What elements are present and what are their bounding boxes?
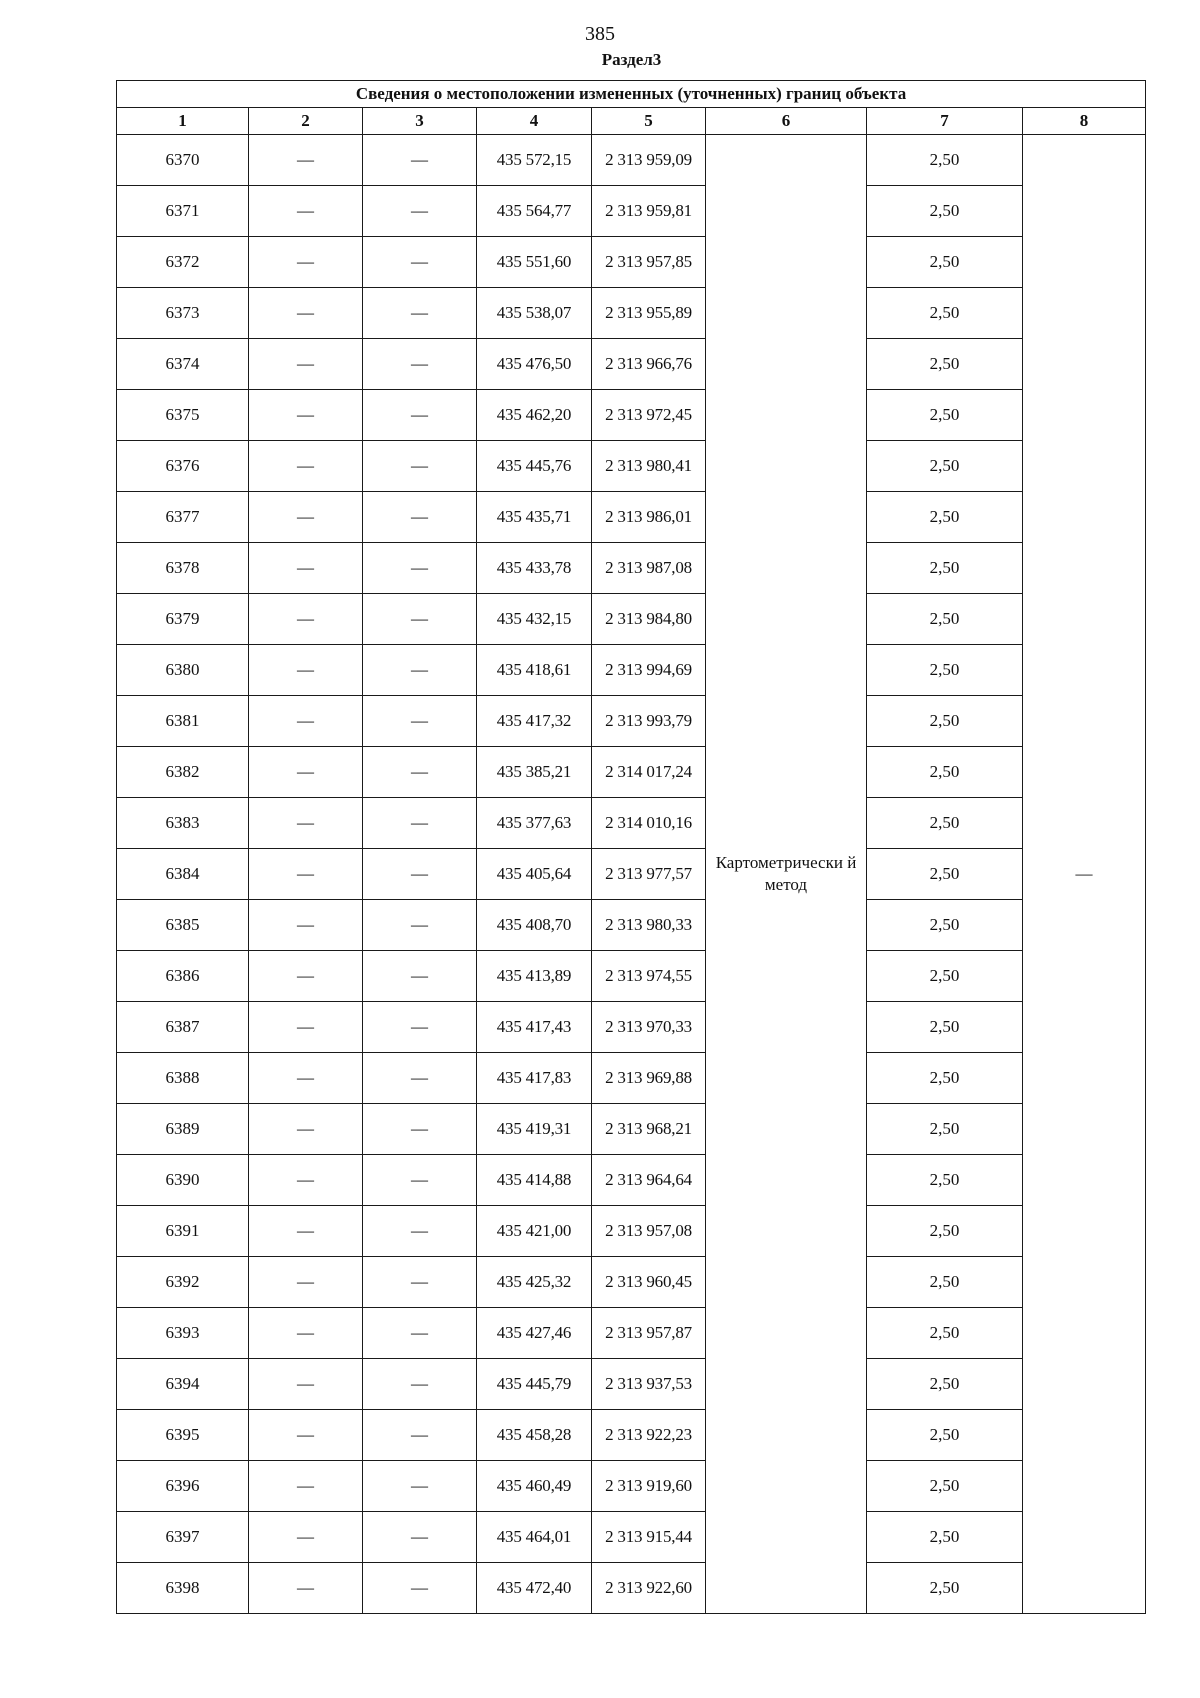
y-coordinate-cell: 2 313 980,33 — [592, 900, 706, 951]
x-coordinate-cell: 435 418,61 — [477, 645, 592, 696]
table-row — [117, 492, 1146, 543]
point-number-cell: 6398 — [117, 1563, 249, 1614]
table-row — [117, 288, 1146, 339]
point-number-cell: 6381 — [117, 696, 249, 747]
table-row — [117, 1104, 1146, 1155]
point-number-cell: 6370 — [117, 135, 249, 186]
y-coordinate-cell: 2 313 993,79 — [592, 696, 706, 747]
table-row — [117, 951, 1146, 1002]
section-title: Раздел3 — [601, 50, 662, 69]
column-2-cell: — — [249, 1308, 363, 1359]
x-coordinate-cell: 435 464,01 — [477, 1512, 592, 1563]
point-number-cell: 6392 — [117, 1257, 249, 1308]
point-number-cell: 6390 — [117, 1155, 249, 1206]
column-2-cell: — — [249, 951, 363, 1002]
column-number-8: 8 — [1023, 108, 1146, 135]
column-3-cell: — — [363, 696, 477, 747]
table-row — [117, 747, 1146, 798]
column-3-cell: — — [363, 1155, 477, 1206]
column-3-cell: — — [363, 1206, 477, 1257]
point-number-cell: 6379 — [117, 594, 249, 645]
accuracy-cell: 2,50 — [867, 594, 1023, 645]
point-number-cell: 6377 — [117, 492, 249, 543]
column-2-cell: — — [249, 747, 363, 798]
point-number-cell: 6384 — [117, 849, 249, 900]
x-coordinate-cell: 435 445,76 — [477, 441, 592, 492]
y-coordinate-cell: 2 313 915,44 — [592, 1512, 706, 1563]
column-3-cell: — — [363, 747, 477, 798]
column-2-cell: — — [249, 1206, 363, 1257]
point-number-cell: 6375 — [117, 390, 249, 441]
column-3-cell: — — [363, 492, 477, 543]
accuracy-cell: 2,50 — [867, 1257, 1023, 1308]
accuracy-cell: 2,50 — [867, 288, 1023, 339]
accuracy-cell: 2,50 — [867, 747, 1023, 798]
column-3-cell: — — [363, 1053, 477, 1104]
column-2-cell: — — [249, 339, 363, 390]
x-coordinate-cell: 435 572,15 — [477, 135, 592, 186]
table-row — [117, 237, 1146, 288]
table-row — [117, 135, 1146, 186]
point-number-cell: 6396 — [117, 1461, 249, 1512]
column-3-cell: — — [363, 1104, 477, 1155]
y-coordinate-cell: 2 313 994,69 — [592, 645, 706, 696]
accuracy-cell: 2,50 — [867, 1308, 1023, 1359]
x-coordinate-cell: 435 458,28 — [477, 1410, 592, 1461]
accuracy-cell: 2,50 — [867, 1410, 1023, 1461]
column-3-cell: — — [363, 390, 477, 441]
accuracy-cell: 2,50 — [867, 1155, 1023, 1206]
x-coordinate-cell: 435 445,79 — [477, 1359, 592, 1410]
column-3-cell: — — [363, 1410, 477, 1461]
column-2-cell: — — [249, 1257, 363, 1308]
x-coordinate-cell: 435 417,83 — [477, 1053, 592, 1104]
accuracy-cell: 2,50 — [867, 1461, 1023, 1512]
y-coordinate-cell: 2 313 987,08 — [592, 543, 706, 594]
y-coordinate-cell: 2 313 970,33 — [592, 1002, 706, 1053]
x-coordinate-cell: 435 408,70 — [477, 900, 592, 951]
column-2-cell: — — [249, 900, 363, 951]
point-number-cell: 6376 — [117, 441, 249, 492]
accuracy-cell: 2,50 — [867, 645, 1023, 696]
y-coordinate-cell: 2 313 977,57 — [592, 849, 706, 900]
accuracy-cell: 2,50 — [867, 441, 1023, 492]
column-3-cell: — — [363, 849, 477, 900]
boundary-coordinates-table — [116, 80, 1146, 1614]
table-row — [117, 1359, 1146, 1410]
accuracy-cell: 2,50 — [867, 1053, 1023, 1104]
y-coordinate-cell: 2 313 972,45 — [592, 390, 706, 441]
y-coordinate-cell: 2 313 966,76 — [592, 339, 706, 390]
accuracy-cell: 2,50 — [867, 492, 1023, 543]
point-number-cell: 6383 — [117, 798, 249, 849]
x-coordinate-cell: 435 551,60 — [477, 237, 592, 288]
column-3-cell: — — [363, 1461, 477, 1512]
accuracy-cell: 2,50 — [867, 1104, 1023, 1155]
x-coordinate-cell: 435 564,77 — [477, 186, 592, 237]
y-coordinate-cell: 2 314 010,16 — [592, 798, 706, 849]
point-number-cell: 6387 — [117, 1002, 249, 1053]
point-number-cell: 6385 — [117, 900, 249, 951]
table-body — [117, 135, 1146, 1614]
table-row — [117, 849, 1146, 900]
column-3-cell: — — [363, 951, 477, 1002]
table-row — [117, 798, 1146, 849]
page-number: 385 — [585, 23, 615, 45]
y-coordinate-cell: 2 313 957,87 — [592, 1308, 706, 1359]
x-coordinate-cell: 435 462,20 — [477, 390, 592, 441]
y-coordinate-cell: 2 313 922,23 — [592, 1410, 706, 1461]
y-coordinate-cell: 2 313 919,60 — [592, 1461, 706, 1512]
point-number-cell: 6382 — [117, 747, 249, 798]
accuracy-cell: 2,50 — [867, 951, 1023, 1002]
column-2-cell: — — [249, 288, 363, 339]
column-3-cell: — — [363, 441, 477, 492]
accuracy-cell: 2,50 — [867, 1359, 1023, 1410]
x-coordinate-cell: 435 421,00 — [477, 1206, 592, 1257]
column-3-cell: — — [363, 645, 477, 696]
column-2-cell: — — [249, 645, 363, 696]
point-number-cell: 6391 — [117, 1206, 249, 1257]
table-row — [117, 1512, 1146, 1563]
y-coordinate-cell: 2 313 957,08 — [592, 1206, 706, 1257]
column-number-7: 7 — [867, 108, 1023, 135]
column-2-cell: — — [249, 594, 363, 645]
column-number-4: 4 — [477, 108, 592, 135]
y-coordinate-cell: 2 313 986,01 — [592, 492, 706, 543]
column-number-6: 6 — [706, 108, 867, 135]
column-2-cell: — — [249, 1512, 363, 1563]
column-3-cell: — — [363, 1308, 477, 1359]
x-coordinate-cell: 435 435,71 — [477, 492, 592, 543]
column-3-cell: — — [363, 798, 477, 849]
point-number-cell: 6394 — [117, 1359, 249, 1410]
accuracy-cell: 2,50 — [867, 135, 1023, 186]
x-coordinate-cell: 435 414,88 — [477, 1155, 592, 1206]
x-coordinate-cell: 435 460,49 — [477, 1461, 592, 1512]
table-row — [117, 186, 1146, 237]
y-coordinate-cell: 2 313 922,60 — [592, 1563, 706, 1614]
accuracy-cell: 2,50 — [867, 186, 1023, 237]
column-3-cell: — — [363, 900, 477, 951]
column-2-cell: — — [249, 849, 363, 900]
accuracy-cell: 2,50 — [867, 390, 1023, 441]
column-2-cell: — — [249, 135, 363, 186]
column-3-cell: — — [363, 543, 477, 594]
method-cell: Картометрически й метод — [706, 135, 867, 1614]
column-3-cell: — — [363, 1359, 477, 1410]
column-2-cell: — — [249, 441, 363, 492]
column-3-cell: — — [363, 1257, 477, 1308]
accuracy-cell: 2,50 — [867, 1206, 1023, 1257]
column-3-cell: — — [363, 339, 477, 390]
y-coordinate-cell: 2 314 017,24 — [592, 747, 706, 798]
point-number-cell: 6378 — [117, 543, 249, 594]
column-number-3: 3 — [363, 108, 477, 135]
y-coordinate-cell: 2 313 937,53 — [592, 1359, 706, 1410]
column-3-cell: — — [363, 288, 477, 339]
table-row — [117, 1410, 1146, 1461]
table-row — [117, 1206, 1146, 1257]
x-coordinate-cell: 435 425,32 — [477, 1257, 592, 1308]
column-2-cell: — — [249, 1155, 363, 1206]
x-coordinate-cell: 435 417,43 — [477, 1002, 592, 1053]
y-coordinate-cell: 2 313 980,41 — [592, 441, 706, 492]
table-row — [117, 1308, 1146, 1359]
column-3-cell: — — [363, 1563, 477, 1614]
point-number-cell: 6397 — [117, 1512, 249, 1563]
y-coordinate-cell: 2 313 964,64 — [592, 1155, 706, 1206]
y-coordinate-cell: 2 313 974,55 — [592, 951, 706, 1002]
table-row — [117, 1563, 1146, 1614]
table-row — [117, 1002, 1146, 1053]
table-row — [117, 1257, 1146, 1308]
column-3-cell: — — [363, 186, 477, 237]
table-row — [117, 441, 1146, 492]
column-2-cell: — — [249, 1359, 363, 1410]
column-2-cell: — — [249, 798, 363, 849]
x-coordinate-cell: 435 413,89 — [477, 951, 592, 1002]
accuracy-cell: 2,50 — [867, 543, 1023, 594]
x-coordinate-cell: 435 405,64 — [477, 849, 592, 900]
table-row — [117, 1155, 1146, 1206]
point-number-cell: 6393 — [117, 1308, 249, 1359]
y-coordinate-cell: 2 313 960,45 — [592, 1257, 706, 1308]
accuracy-cell: 2,50 — [867, 696, 1023, 747]
column-2-cell: — — [249, 1104, 363, 1155]
x-coordinate-cell: 435 476,50 — [477, 339, 592, 390]
column-3-cell: — — [363, 237, 477, 288]
table-row — [117, 696, 1146, 747]
point-number-cell: 6380 — [117, 645, 249, 696]
column-2-cell: — — [249, 492, 363, 543]
table-row — [117, 339, 1146, 390]
column-number-1: 1 — [117, 108, 249, 135]
x-coordinate-cell: 435 427,46 — [477, 1308, 592, 1359]
column-3-cell: — — [363, 594, 477, 645]
y-coordinate-cell: 2 313 984,80 — [592, 594, 706, 645]
column-8-cell: — — [1023, 135, 1146, 1614]
column-3-cell: — — [363, 135, 477, 186]
point-number-cell: 6386 — [117, 951, 249, 1002]
point-number-cell: 6389 — [117, 1104, 249, 1155]
y-coordinate-cell: 2 313 968,21 — [592, 1104, 706, 1155]
accuracy-cell: 2,50 — [867, 1002, 1023, 1053]
point-number-cell: 6371 — [117, 186, 249, 237]
accuracy-cell: 2,50 — [867, 900, 1023, 951]
x-coordinate-cell: 435 419,31 — [477, 1104, 592, 1155]
accuracy-cell: 2,50 — [867, 849, 1023, 900]
column-number-5: 5 — [592, 108, 706, 135]
column-2-cell: — — [249, 1563, 363, 1614]
x-coordinate-cell: 435 472,40 — [477, 1563, 592, 1614]
table-row — [117, 543, 1146, 594]
point-number-cell: 6374 — [117, 339, 249, 390]
accuracy-cell: 2,50 — [867, 1563, 1023, 1614]
column-2-cell: — — [249, 186, 363, 237]
column-2-cell: — — [249, 696, 363, 747]
x-coordinate-cell: 435 433,78 — [477, 543, 592, 594]
column-2-cell: — — [249, 1053, 363, 1104]
x-coordinate-cell: 435 417,32 — [477, 696, 592, 747]
point-number-cell: 6395 — [117, 1410, 249, 1461]
y-coordinate-cell: 2 313 955,89 — [592, 288, 706, 339]
y-coordinate-cell: 2 313 959,09 — [592, 135, 706, 186]
x-coordinate-cell: 435 377,63 — [477, 798, 592, 849]
table-caption: Сведения о местоположении измененных (уточненных) границ объекта — [117, 81, 1146, 108]
column-2-cell: — — [249, 390, 363, 441]
accuracy-cell: 2,50 — [867, 237, 1023, 288]
x-coordinate-cell: 435 538,07 — [477, 288, 592, 339]
table-row — [117, 594, 1146, 645]
column-2-cell: — — [249, 543, 363, 594]
accuracy-cell: 2,50 — [867, 339, 1023, 390]
x-coordinate-cell: 435 385,21 — [477, 747, 592, 798]
column-2-cell: — — [249, 1002, 363, 1053]
table-row — [117, 1461, 1146, 1512]
y-coordinate-cell: 2 313 969,88 — [592, 1053, 706, 1104]
table-row — [117, 645, 1146, 696]
point-number-cell: 6388 — [117, 1053, 249, 1104]
column-2-cell: — — [249, 1461, 363, 1512]
column-3-cell: — — [363, 1512, 477, 1563]
table-row — [117, 1053, 1146, 1104]
column-3-cell: — — [363, 1002, 477, 1053]
accuracy-cell: 2,50 — [867, 1512, 1023, 1563]
column-2-cell: — — [249, 1410, 363, 1461]
y-coordinate-cell: 2 313 959,81 — [592, 186, 706, 237]
table-row — [117, 390, 1146, 441]
y-coordinate-cell: 2 313 957,85 — [592, 237, 706, 288]
x-coordinate-cell: 435 432,15 — [477, 594, 592, 645]
column-2-cell: — — [249, 237, 363, 288]
accuracy-cell: 2,50 — [867, 798, 1023, 849]
table-row — [117, 900, 1146, 951]
point-number-cell: 6372 — [117, 237, 249, 288]
point-number-cell: 6373 — [117, 288, 249, 339]
column-number-2: 2 — [249, 108, 363, 135]
